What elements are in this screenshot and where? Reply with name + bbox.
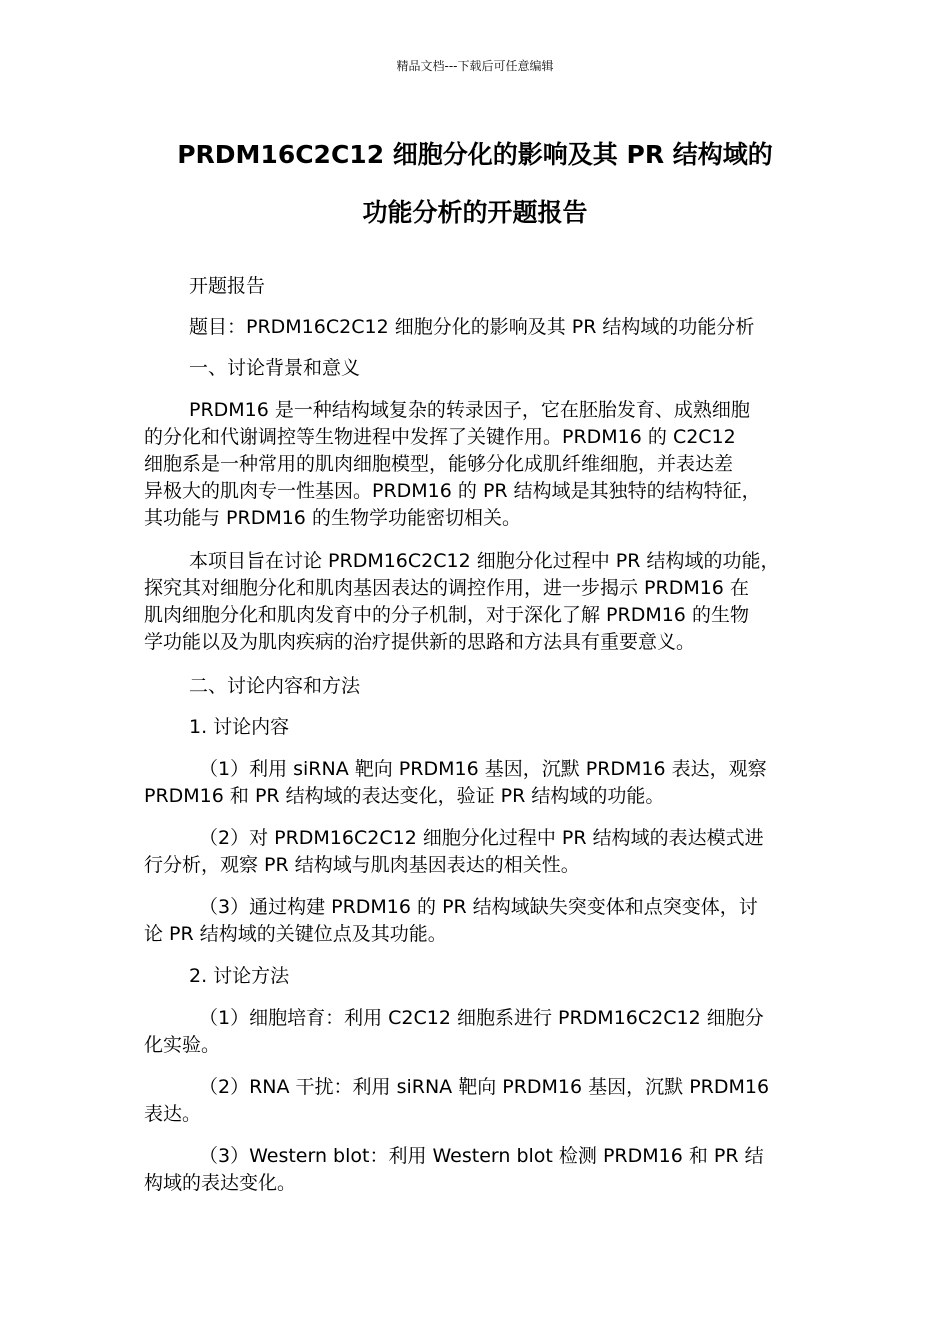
paragraph-line: 学功能以及为肌肉疾病的治疗提供新的思路和方法具有重要意义。: [144, 631, 696, 653]
doc-type-label: 开题报告: [189, 275, 266, 297]
content-item-line: （3）通过构建 PRDM16 的 PR 结构域缺失突变体和点突变体，讨: [199, 896, 758, 918]
title-line-1: PRDM16C2C12 细胞分化的影响及其 PR 结构域的: [177, 140, 773, 169]
paragraph-line: 肌肉细胞分化和肌肉发育中的分子机制，对于深化了解 PRDM16 的生物: [144, 604, 749, 626]
paragraph-line: 细胞系是一种常用的肌肉细胞模型，能够分化成肌纤维细胞，并表达差: [144, 453, 734, 475]
method-item-line: 化实验。: [144, 1034, 221, 1056]
content-item-line: （2）对 PRDM16C2C12 细胞分化过程中 PR 结构域的表达模式进: [199, 827, 764, 849]
title-line-2: 功能分析的开题报告: [362, 198, 588, 227]
paragraph-line: 其功能与 PRDM16 的生物学功能密切相关。: [144, 507, 521, 529]
section1-heading: 一、讨论背景和意义: [189, 357, 361, 379]
methods-subheading: 2. 讨论方法: [189, 965, 290, 987]
method-item-line: 构域的表达变化。: [144, 1172, 297, 1194]
content-subheading: 1. 讨论内容: [189, 716, 290, 738]
paragraph-line: 的分化和代谢调控等生物进程中发挥了关键作用。PRDM16 的 C2C12: [144, 426, 736, 448]
header-note: 精品文档---下载后可任意编辑: [396, 59, 554, 73]
paragraph-line: 探究其对细胞分化和肌肉基因表达的调控作用，进一步揭示 PRDM16 在: [144, 577, 749, 599]
content-item-line: （1）利用 siRNA 靶向 PRDM16 基因，沉默 PRDM16 表达，观察: [199, 758, 767, 780]
paragraph-line: 本项目旨在讨论 PRDM16C2C12 细胞分化过程中 PR 结构域的功能，: [189, 550, 780, 572]
method-item-line: （3）Western blot：利用 Western blot 检测 PRDM16 和 PR 结: [199, 1145, 764, 1167]
method-item-line: （2）RNA 干扰：利用 siRNA 靶向 PRDM16 基因，沉默 PRDM16: [199, 1076, 770, 1098]
section2-heading: 二、讨论内容和方法: [189, 675, 361, 697]
paragraph-line: PRDM16 是一种结构域复杂的转录因子，它在胚胎发育、成熟细胞: [189, 399, 750, 421]
topic-line: 题目：PRDM16C2C12 细胞分化的影响及其 PR 结构域的功能分析: [189, 316, 755, 338]
content-item-line: 论 PR 结构域的关键位点及其功能。: [144, 923, 447, 945]
method-item-line: 表达。: [144, 1103, 202, 1125]
content-item-line: 行分析，观察 PR 结构域与肌肉基因表达的相关性。: [144, 854, 580, 876]
content-item-line: PRDM16 和 PR 结构域的表达变化，验证 PR 结构域的功能。: [144, 785, 665, 807]
paragraph-line: 异极大的肌肉专一性基因。PRDM16 的 PR 结构域是其独特的结构特征，: [144, 480, 761, 502]
method-item-line: （1）细胞培育：利用 C2C12 细胞系进行 PRDM16C2C12 细胞分: [199, 1007, 764, 1029]
